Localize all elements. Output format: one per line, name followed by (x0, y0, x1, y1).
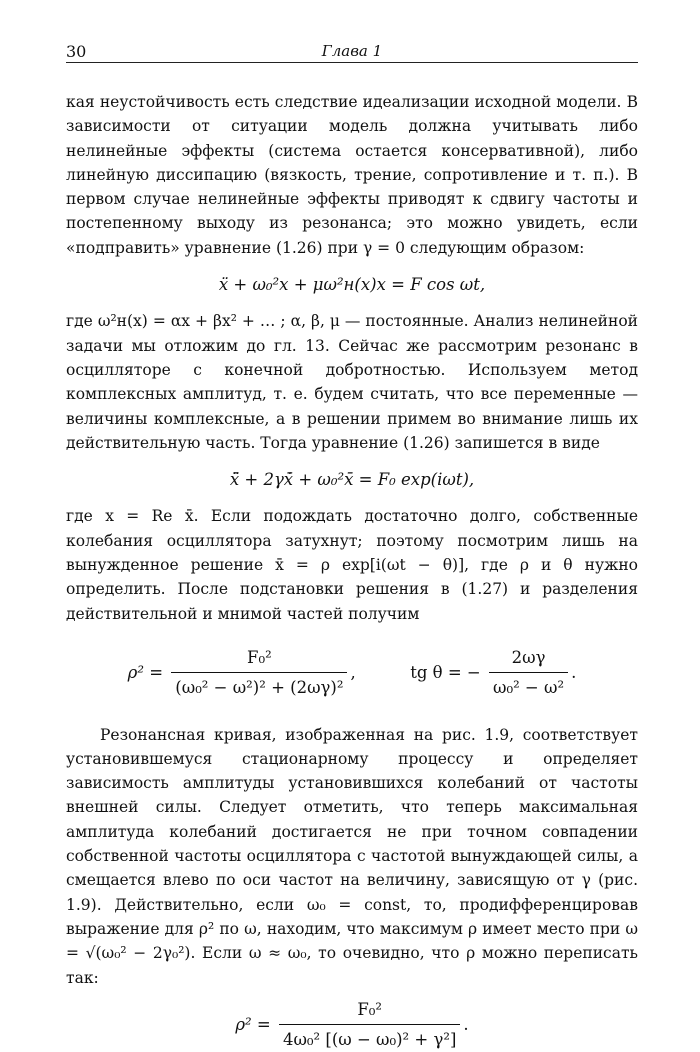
equation-1-text: ẍ + ω₀²x + μω²н(x)x = F cos ωt, (218, 275, 486, 295)
equation-4 (66, 998, 638, 1052)
equation-3-lhs: ρ² = (127, 662, 164, 682)
page-header (66, 40, 638, 63)
chapter-title: Глава 1 (321, 42, 383, 60)
equation-4-fraction (279, 998, 460, 1052)
paragraph-2: где ω²н(x) = αx + βx² + … ; α, β, μ — постоянные. Анализ нелинейной задачи мы отложим до гл. 13. Сейчас же рассмотрим резонанс в осцилляторе с конечной добротностью. Используем метод комплексных амплитуд, т. е. будем считать, что все переменные — величины комплексные, а в решении примем во внимание лишь их действительную часть. Тогда уравнение (1.26) запишется в виде (66, 312, 638, 452)
equation-3b-lhs: tg θ = − (410, 662, 481, 682)
book-page (66, 40, 638, 1052)
equation-3b-denominator: ω₀² − ω² (489, 672, 568, 700)
equation-3b-numerator: 2ωγ (511, 647, 546, 667)
equation-4-denominator: 4ω₀² [(ω − ω₀)² + γ²] (279, 1024, 460, 1052)
equation-3-fraction (171, 646, 347, 701)
equation-3b-fraction (489, 646, 568, 701)
equation-4-period: . (463, 1014, 469, 1034)
equation-3 (66, 646, 638, 701)
page-number: 30 (66, 42, 87, 61)
equation-3b-period: . (571, 662, 577, 682)
equation-3-denominator: (ω₀² − ω²)² + (2ωγ)² (171, 672, 347, 700)
page-body (66, 90, 638, 1052)
equation-3-numerator: F₀² (247, 647, 272, 667)
equation-3-comma: , (350, 662, 356, 682)
paragraph-1: кая неустойчивость есть следствие идеализации исходной модели. В зависимости от ситуации модель должна учитывать либо нелинейные эффекты (система остается консервативной), либо линейную диссипацию (вязкость, трение, сопротивление и т. п.). В первом случае нелинейные эффекты приводят к сдвигу частоты и постепенному выходу из резонанса; это можно увидеть, если «подправить» уравнение (1.26) при γ = 0 следующим образом: (66, 93, 638, 257)
paragraph-4: Резонансная кривая, изображенная на рис. 1.9, соответствует установившемуся стационарному процессу и определяет зависимость амплитуды установившихся колебаний от частоты внешней силы. Следует отметить, что теперь максимальная амплитуда колебаний достигается не при точном совпадении собственной частоты осциллятора с частотой вынуждающей силы, а смещается влево по оси частот на величину, зависящую от γ (рис. 1.9). Действительно, если ω₀ = const, то, продифференцировав выражение для ρ² по ω, находим, что максимум ρ имеет место при ω = √(ω₀² − 2γ₀²). Если ω ≈ ω₀, то очевидно, что ρ можно переписать так: (66, 725, 638, 987)
equation-2-text: x̄̈ + 2γx̄̇ + ω₀²x̄ = F₀ exp(iωt), (229, 470, 475, 490)
equation-2 (66, 468, 638, 492)
equation-1 (66, 273, 638, 297)
equation-4-numerator: F₀² (357, 999, 383, 1019)
paragraph-3: где x = Re x̄. Если подождать достаточно долго, собственные колебания осциллятора затухнут; поэтому посмотрим лишь на вынужденное решение x̄ = ρ exp[i(ωt − θ)], где ρ и θ нужно определить. После подстановки решения в (1.27) и разделения действительной и мнимой частей получим (66, 507, 638, 623)
equation-4-lhs: ρ² = (235, 1014, 271, 1034)
